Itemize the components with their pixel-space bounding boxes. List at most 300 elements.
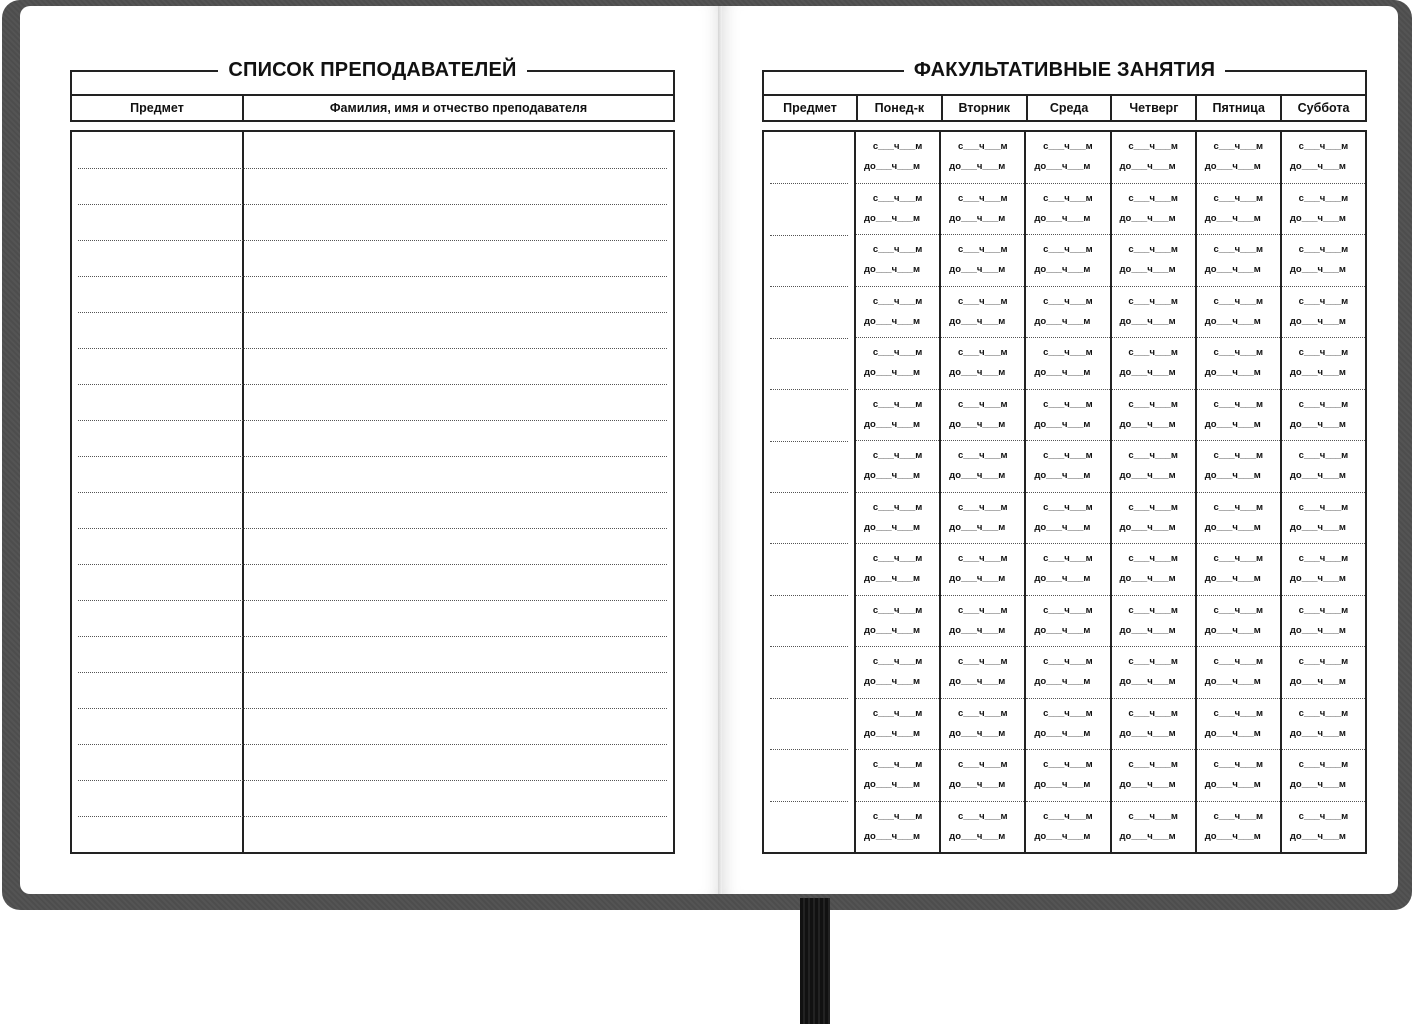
writing-line <box>78 708 667 709</box>
left-page-title: СПИСОК ПРЕПОДАВАТЕЛЕЙ <box>218 59 526 81</box>
right-page-title: ФАКУЛЬТАТИВНЫЕ ЗАНЯТИЯ <box>904 59 1225 81</box>
time-from-field: с___ч___м <box>1043 141 1093 153</box>
time-from-field: с___ч___м <box>1128 295 1178 307</box>
teachers-table <box>70 130 675 854</box>
day-column <box>1110 132 1195 852</box>
electives-table <box>762 130 1367 854</box>
time-slot <box>1282 646 1365 698</box>
time-from-field: с___ч___м <box>1128 192 1178 204</box>
time-to-field: до___ч___м <box>1034 212 1091 224</box>
time-from-field: с___ч___м <box>957 604 1008 616</box>
day-column <box>1195 132 1280 852</box>
writing-line <box>78 348 667 349</box>
time-slot <box>1282 595 1365 647</box>
time-from-field: с___ч___м <box>1128 141 1178 153</box>
time-slot <box>1026 749 1109 801</box>
time-slot <box>1026 543 1109 595</box>
time-to-field: до___ч___м <box>949 779 1006 791</box>
header-subject: Предмет <box>130 101 184 115</box>
time-to-field: до___ч___м <box>1204 212 1261 224</box>
time-slot <box>941 646 1024 698</box>
time-from-field: с___ч___м <box>1128 759 1178 771</box>
time-slot <box>1112 801 1195 853</box>
day-column <box>856 132 939 852</box>
time-slot <box>856 698 939 750</box>
time-slot <box>1282 337 1365 389</box>
writing-line <box>78 204 667 205</box>
time-from-field: с___ч___м <box>1128 244 1178 256</box>
time-slot <box>1197 389 1280 441</box>
time-from-field: с___ч___м <box>957 450 1008 462</box>
time-slot <box>856 646 939 698</box>
subject-line <box>770 595 848 596</box>
time-from-field: с___ч___м <box>1213 450 1264 462</box>
writing-line <box>78 168 667 169</box>
time-slot <box>1112 440 1195 492</box>
time-slot <box>856 595 939 647</box>
time-from-field: с___ч___м <box>1128 707 1178 719</box>
time-slot <box>856 132 939 183</box>
time-from-field: с___ч___м <box>957 707 1008 719</box>
time-to-field: до___ч___м <box>1289 315 1346 327</box>
left-table-header-row <box>70 94 675 122</box>
time-from-field: с___ч___м <box>1213 501 1264 513</box>
time-slot <box>856 389 939 441</box>
time-to-field: до___ч___м <box>1289 161 1346 173</box>
time-slot <box>1026 337 1109 389</box>
writing-line <box>78 312 667 313</box>
time-from-field: с___ч___м <box>1043 398 1093 410</box>
time-to-field: до___ч___м <box>1119 212 1176 224</box>
time-from-field: с___ч___м <box>1213 398 1264 410</box>
time-from-field: с___ч___м <box>1298 295 1349 307</box>
time-slot <box>941 595 1024 647</box>
time-from-field: с___ч___м <box>872 295 923 307</box>
time-from-field: с___ч___м <box>1298 450 1349 462</box>
writing-line <box>78 384 667 385</box>
time-to-field: до___ч___м <box>864 624 921 636</box>
time-to-field: до___ч___м <box>1204 521 1261 533</box>
time-to-field: до___ч___м <box>1034 315 1091 327</box>
time-slot <box>1197 286 1280 338</box>
time-slot <box>1282 234 1365 286</box>
time-to-field: до___ч___м <box>1289 830 1346 842</box>
time-from-field: с___ч___м <box>1043 450 1093 462</box>
time-slot <box>1026 286 1109 338</box>
time-from-field: с___ч___м <box>1128 398 1178 410</box>
time-from-field: с___ч___м <box>1043 295 1093 307</box>
time-slot <box>1026 801 1109 853</box>
subject-line <box>770 183 848 184</box>
time-slot <box>1112 132 1195 183</box>
time-slot <box>1112 698 1195 750</box>
time-to-field: до___ч___м <box>1034 470 1091 482</box>
time-slot <box>941 286 1024 338</box>
time-slot <box>1197 749 1280 801</box>
time-to-field: до___ч___м <box>1119 521 1176 533</box>
time-from-field: с___ч___м <box>1128 810 1178 822</box>
time-slot <box>1112 543 1195 595</box>
time-slot <box>1282 389 1365 441</box>
right-page <box>722 6 1398 894</box>
writing-line <box>78 276 667 277</box>
time-to-field: до___ч___м <box>1034 367 1091 379</box>
time-to-field: до___ч___м <box>1204 264 1261 276</box>
time-from-field: с___ч___м <box>957 295 1008 307</box>
time-to-field: до___ч___м <box>864 830 921 842</box>
time-to-field: до___ч___м <box>1204 418 1261 430</box>
time-to-field: до___ч___м <box>1204 830 1261 842</box>
time-slot <box>941 337 1024 389</box>
time-to-field: до___ч___м <box>1289 212 1346 224</box>
day-column <box>1280 132 1365 852</box>
time-slot <box>1026 595 1109 647</box>
writing-line <box>78 528 667 529</box>
time-slot <box>941 132 1024 183</box>
time-slot <box>941 749 1024 801</box>
subject-line <box>770 338 848 339</box>
time-slot <box>856 337 939 389</box>
time-slot <box>1026 389 1109 441</box>
time-slot <box>856 492 939 544</box>
time-from-field: с___ч___м <box>872 244 923 256</box>
time-from-field: с___ч___м <box>1298 192 1349 204</box>
time-to-field: до___ч___м <box>1119 830 1176 842</box>
time-from-field: с___ч___м <box>1213 347 1264 359</box>
time-slot <box>856 749 939 801</box>
subject-line <box>770 286 848 287</box>
time-to-field: до___ч___м <box>949 315 1006 327</box>
time-from-field: с___ч___м <box>957 656 1008 668</box>
time-slot <box>941 389 1024 441</box>
subject-line <box>770 543 848 544</box>
time-to-field: до___ч___м <box>1034 727 1091 739</box>
subject-column <box>764 132 856 852</box>
time-to-field: до___ч___м <box>1204 727 1261 739</box>
subject-line <box>770 749 848 750</box>
writing-line <box>78 672 667 673</box>
time-from-field: с___ч___м <box>1128 347 1178 359</box>
time-slot <box>1197 183 1280 235</box>
time-from-field: с___ч___м <box>872 192 923 204</box>
time-to-field: до___ч___м <box>949 830 1006 842</box>
time-from-field: с___ч___м <box>1298 501 1349 513</box>
time-slot <box>1112 646 1195 698</box>
writing-line <box>78 240 667 241</box>
time-slot <box>1282 132 1365 183</box>
writing-line <box>78 456 667 457</box>
writing-line <box>78 816 667 817</box>
time-from-field: с___ч___м <box>1298 707 1349 719</box>
day-column <box>939 132 1024 852</box>
time-from-field: с___ч___м <box>872 501 923 513</box>
time-from-field: с___ч___м <box>1298 398 1349 410</box>
time-to-field: до___ч___м <box>949 573 1006 585</box>
time-from-field: с___ч___м <box>1213 295 1264 307</box>
time-from-field: с___ч___м <box>957 553 1008 565</box>
time-to-field: до___ч___м <box>864 727 921 739</box>
time-from-field: с___ч___м <box>1213 604 1264 616</box>
time-slot <box>1112 183 1195 235</box>
time-from-field: с___ч___м <box>1298 141 1349 153</box>
time-slot <box>1026 234 1109 286</box>
time-from-field: с___ч___м <box>957 810 1008 822</box>
days-grid <box>856 132 1365 852</box>
time-to-field: до___ч___м <box>864 264 921 276</box>
time-from-field: с___ч___м <box>1298 244 1349 256</box>
time-to-field: до___ч___м <box>1119 470 1176 482</box>
time-from-field: с___ч___м <box>1043 604 1093 616</box>
time-slot <box>1112 595 1195 647</box>
time-to-field: до___ч___м <box>949 161 1006 173</box>
writing-line <box>78 420 667 421</box>
writing-line <box>78 780 667 781</box>
time-slot <box>1112 389 1195 441</box>
time-slot <box>1282 440 1365 492</box>
time-to-field: до___ч___м <box>949 470 1006 482</box>
time-to-field: до___ч___м <box>1034 779 1091 791</box>
time-to-field: до___ч___м <box>949 727 1006 739</box>
time-from-field: с___ч___м <box>1213 192 1264 204</box>
time-slot <box>1026 440 1109 492</box>
time-to-field: до___ч___м <box>1034 418 1091 430</box>
time-slot <box>941 543 1024 595</box>
time-to-field: до___ч___м <box>1119 161 1176 173</box>
time-from-field: с___ч___м <box>1213 141 1264 153</box>
time-slot <box>1197 801 1280 853</box>
time-slot <box>941 801 1024 853</box>
time-to-field: до___ч___м <box>1289 624 1346 636</box>
time-to-field: до___ч___м <box>1034 830 1091 842</box>
time-slot <box>1197 234 1280 286</box>
time-from-field: с___ч___м <box>1043 707 1093 719</box>
time-to-field: до___ч___м <box>1204 779 1261 791</box>
time-from-field: с___ч___м <box>1043 553 1093 565</box>
time-slot <box>1026 183 1109 235</box>
subject-line <box>770 441 848 442</box>
time-to-field: до___ч___м <box>1119 315 1176 327</box>
time-to-field: до___ч___м <box>1289 573 1346 585</box>
time-slot <box>1197 337 1280 389</box>
time-to-field: до___ч___м <box>1289 779 1346 791</box>
time-to-field: до___ч___м <box>1204 161 1261 173</box>
subject-line <box>770 801 848 802</box>
time-slot <box>1282 183 1365 235</box>
time-slot <box>941 234 1024 286</box>
subject-line <box>770 389 848 390</box>
time-to-field: до___ч___м <box>864 367 921 379</box>
time-from-field: с___ч___м <box>957 244 1008 256</box>
header-subject: Предмет <box>783 101 837 115</box>
time-slot <box>1112 492 1195 544</box>
time-from-field: с___ч___м <box>1128 656 1178 668</box>
time-slot <box>1197 492 1280 544</box>
time-to-field: до___ч___м <box>1034 521 1091 533</box>
time-from-field: с___ч___м <box>872 759 923 771</box>
time-from-field: с___ч___м <box>1298 759 1349 771</box>
time-slot <box>856 801 939 853</box>
time-from-field: с___ч___м <box>1298 347 1349 359</box>
time-from-field: с___ч___м <box>1298 604 1349 616</box>
time-from-field: с___ч___м <box>1213 244 1264 256</box>
time-slot <box>941 492 1024 544</box>
time-from-field: с___ч___м <box>872 707 923 719</box>
header-tuesday: Вторник <box>941 96 1026 120</box>
ribbon-bookmark <box>800 898 830 1024</box>
time-from-field: с___ч___м <box>872 347 923 359</box>
right-table-header-row <box>762 94 1367 122</box>
time-slot <box>1112 234 1195 286</box>
time-to-field: до___ч___м <box>864 212 921 224</box>
time-to-field: до___ч___м <box>1119 779 1176 791</box>
time-to-field: до___ч___м <box>1034 264 1091 276</box>
time-slot <box>1197 543 1280 595</box>
time-to-field: до___ч___м <box>864 161 921 173</box>
time-to-field: до___ч___м <box>949 676 1006 688</box>
time-slot <box>1026 646 1109 698</box>
time-to-field: до___ч___м <box>864 470 921 482</box>
time-slot <box>1282 749 1365 801</box>
time-from-field: с___ч___м <box>1298 810 1349 822</box>
time-to-field: до___ч___м <box>949 367 1006 379</box>
time-from-field: с___ч___м <box>1213 810 1264 822</box>
writing-line <box>78 744 667 745</box>
day-column <box>1024 132 1109 852</box>
time-to-field: до___ч___м <box>949 418 1006 430</box>
time-slot <box>1282 492 1365 544</box>
writing-line <box>78 564 667 565</box>
time-slot <box>856 543 939 595</box>
time-from-field: с___ч___м <box>957 347 1008 359</box>
time-slot <box>856 234 939 286</box>
time-to-field: до___ч___м <box>864 676 921 688</box>
time-to-field: до___ч___м <box>1034 573 1091 585</box>
time-to-field: до___ч___м <box>1119 573 1176 585</box>
time-slot <box>856 286 939 338</box>
header-thursday: Четверг <box>1110 96 1195 120</box>
time-slot <box>1026 132 1109 183</box>
time-from-field: с___ч___м <box>1043 759 1093 771</box>
time-to-field: до___ч___м <box>1119 676 1176 688</box>
time-slot <box>1282 286 1365 338</box>
time-to-field: до___ч___м <box>1289 264 1346 276</box>
time-to-field: до___ч___м <box>1289 418 1346 430</box>
time-to-field: до___ч___м <box>1289 521 1346 533</box>
time-to-field: до___ч___м <box>1204 315 1261 327</box>
time-from-field: с___ч___м <box>1043 501 1093 513</box>
time-to-field: до___ч___м <box>1289 676 1346 688</box>
time-from-field: с___ч___м <box>872 553 923 565</box>
time-slot <box>1282 698 1365 750</box>
time-to-field: до___ч___м <box>1119 624 1176 636</box>
time-slot <box>941 698 1024 750</box>
time-to-field: до___ч___м <box>1034 676 1091 688</box>
time-slot <box>1197 440 1280 492</box>
time-slot <box>856 440 939 492</box>
time-to-field: до___ч___м <box>1204 470 1261 482</box>
time-from-field: с___ч___м <box>1128 450 1178 462</box>
time-slot <box>941 440 1024 492</box>
time-from-field: с___ч___м <box>1128 553 1178 565</box>
time-to-field: до___ч___м <box>864 521 921 533</box>
time-slot <box>1197 595 1280 647</box>
time-to-field: до___ч___м <box>1204 367 1261 379</box>
time-from-field: с___ч___м <box>957 141 1008 153</box>
time-to-field: до___ч___м <box>1289 727 1346 739</box>
time-slot <box>856 183 939 235</box>
time-to-field: до___ч___м <box>1204 573 1261 585</box>
time-slot <box>1282 801 1365 853</box>
time-slot <box>941 183 1024 235</box>
time-to-field: до___ч___м <box>949 624 1006 636</box>
time-to-field: до___ч___м <box>1034 161 1091 173</box>
writing-line <box>78 636 667 637</box>
time-from-field: с___ч___м <box>1298 656 1349 668</box>
time-from-field: с___ч___м <box>872 398 923 410</box>
time-from-field: с___ч___м <box>1043 810 1093 822</box>
header-teacher-name: Фамилия, имя и отчество преподавателя <box>242 96 673 120</box>
time-to-field: до___ч___м <box>949 264 1006 276</box>
writing-line <box>78 492 667 493</box>
subject-line <box>770 646 848 647</box>
time-from-field: с___ч___м <box>1213 759 1264 771</box>
time-slot <box>1197 646 1280 698</box>
time-to-field: до___ч___м <box>1289 367 1346 379</box>
time-slot <box>1112 286 1195 338</box>
time-to-field: до___ч___м <box>864 418 921 430</box>
writing-line <box>78 600 667 601</box>
time-to-field: до___ч___м <box>864 315 921 327</box>
time-to-field: до___ч___м <box>1119 264 1176 276</box>
time-slot <box>1112 749 1195 801</box>
header-saturday: Суббота <box>1280 96 1365 120</box>
time-slot <box>1026 492 1109 544</box>
time-from-field: с___ч___м <box>872 141 923 153</box>
header-monday: Понед-к <box>856 96 941 120</box>
time-to-field: до___ч___м <box>1119 418 1176 430</box>
time-to-field: до___ч___м <box>864 573 921 585</box>
left-page <box>20 6 720 894</box>
time-to-field: до___ч___м <box>949 212 1006 224</box>
time-from-field: с___ч___м <box>1213 707 1264 719</box>
time-slot <box>1112 337 1195 389</box>
time-from-field: с___ч___м <box>1128 604 1178 616</box>
header-wednesday: Среда <box>1026 96 1111 120</box>
time-from-field: с___ч___м <box>957 759 1008 771</box>
time-slot <box>1197 132 1280 183</box>
subject-line <box>770 492 848 493</box>
time-from-field: с___ч___м <box>872 656 923 668</box>
time-from-field: с___ч___м <box>957 192 1008 204</box>
subject-line <box>770 698 848 699</box>
time-to-field: до___ч___м <box>1034 624 1091 636</box>
time-from-field: с___ч___м <box>1043 192 1093 204</box>
time-to-field: до___ч___м <box>1119 367 1176 379</box>
time-to-field: до___ч___м <box>1204 676 1261 688</box>
time-from-field: с___ч___м <box>1043 244 1093 256</box>
time-to-field: до___ч___м <box>864 779 921 791</box>
time-from-field: с___ч___м <box>1043 347 1093 359</box>
time-to-field: до___ч___м <box>949 521 1006 533</box>
time-from-field: с___ч___м <box>957 501 1008 513</box>
time-from-field: с___ч___м <box>957 398 1008 410</box>
time-from-field: с___ч___м <box>1128 501 1178 513</box>
time-from-field: с___ч___м <box>872 604 923 616</box>
time-from-field: с___ч___м <box>872 810 923 822</box>
time-to-field: до___ч___м <box>1289 470 1346 482</box>
time-from-field: с___ч___м <box>1043 656 1093 668</box>
time-slot <box>1026 698 1109 750</box>
